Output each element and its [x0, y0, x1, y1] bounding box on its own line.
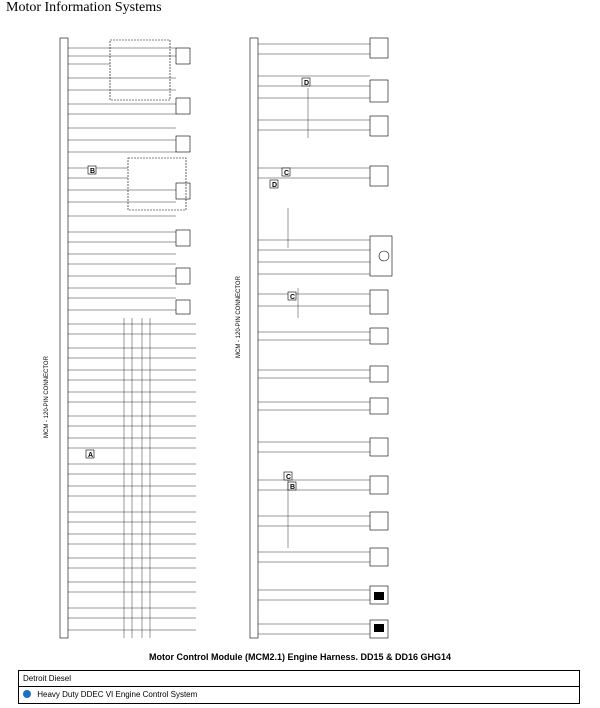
callout-4: D [272, 182, 278, 189]
right-connector-label: MCM - 120-PIN CONNECTOR [236, 276, 242, 358]
footer-system-row[interactable] [19, 687, 579, 703]
diagram-caption: Motor Control Module (MCM2.1) Engine Harness. DD15 & DD16 GHG14 [148, 652, 452, 662]
left-connector-label: MCM - 120-PIN CONNECTOR [44, 356, 50, 438]
wiring-diagram-svg [18, 18, 594, 640]
callout-6: C [286, 474, 292, 481]
page-title: Motor Information Systems [6, 0, 162, 15]
wire-lines [68, 44, 370, 638]
callout-2: D [304, 80, 310, 87]
intake-throttle-motor-icon [379, 251, 389, 261]
wiring-diagram [18, 18, 594, 640]
fuel-compensation-component [110, 40, 170, 100]
left-sensor-2 [176, 98, 190, 114]
callout-5: C [290, 294, 296, 301]
left-sensor-4 [176, 183, 190, 199]
callout-7: A [88, 452, 94, 459]
right-connector-bar [250, 38, 258, 638]
right-sensor-8 [370, 398, 388, 414]
right-sensor-7 [370, 366, 388, 382]
right-sensor-3 [370, 116, 388, 136]
callout-3: C [284, 170, 290, 177]
right-sensor-10 [370, 476, 388, 494]
left-sensor-5 [176, 230, 190, 246]
right-sensor-2 [370, 80, 388, 102]
solenoid-icons [374, 592, 384, 632]
footer-box [18, 670, 580, 704]
callout-1: B [90, 168, 96, 175]
left-sensor-3 [176, 136, 190, 152]
right-sensor-5 [370, 290, 388, 314]
callout-8: B [290, 484, 296, 491]
left-sensor-6 [176, 268, 190, 284]
left-connector-bar [60, 38, 68, 638]
right-sensor-1 [370, 38, 388, 58]
right-sensor-6 [370, 328, 388, 344]
right-sensor-9 [370, 438, 388, 456]
bullet-icon [23, 690, 31, 698]
left-sensor-1 [176, 48, 190, 64]
footer-brand: Detroit Diesel [19, 671, 579, 687]
system-link[interactable]: Heavy Duty DDEC VI Engine Control System [37, 690, 198, 699]
right-sensor-4 [370, 166, 388, 186]
left-sensor-7 [176, 300, 190, 314]
right-sensor-12 [370, 548, 388, 566]
right-sensor-11 [370, 512, 388, 530]
